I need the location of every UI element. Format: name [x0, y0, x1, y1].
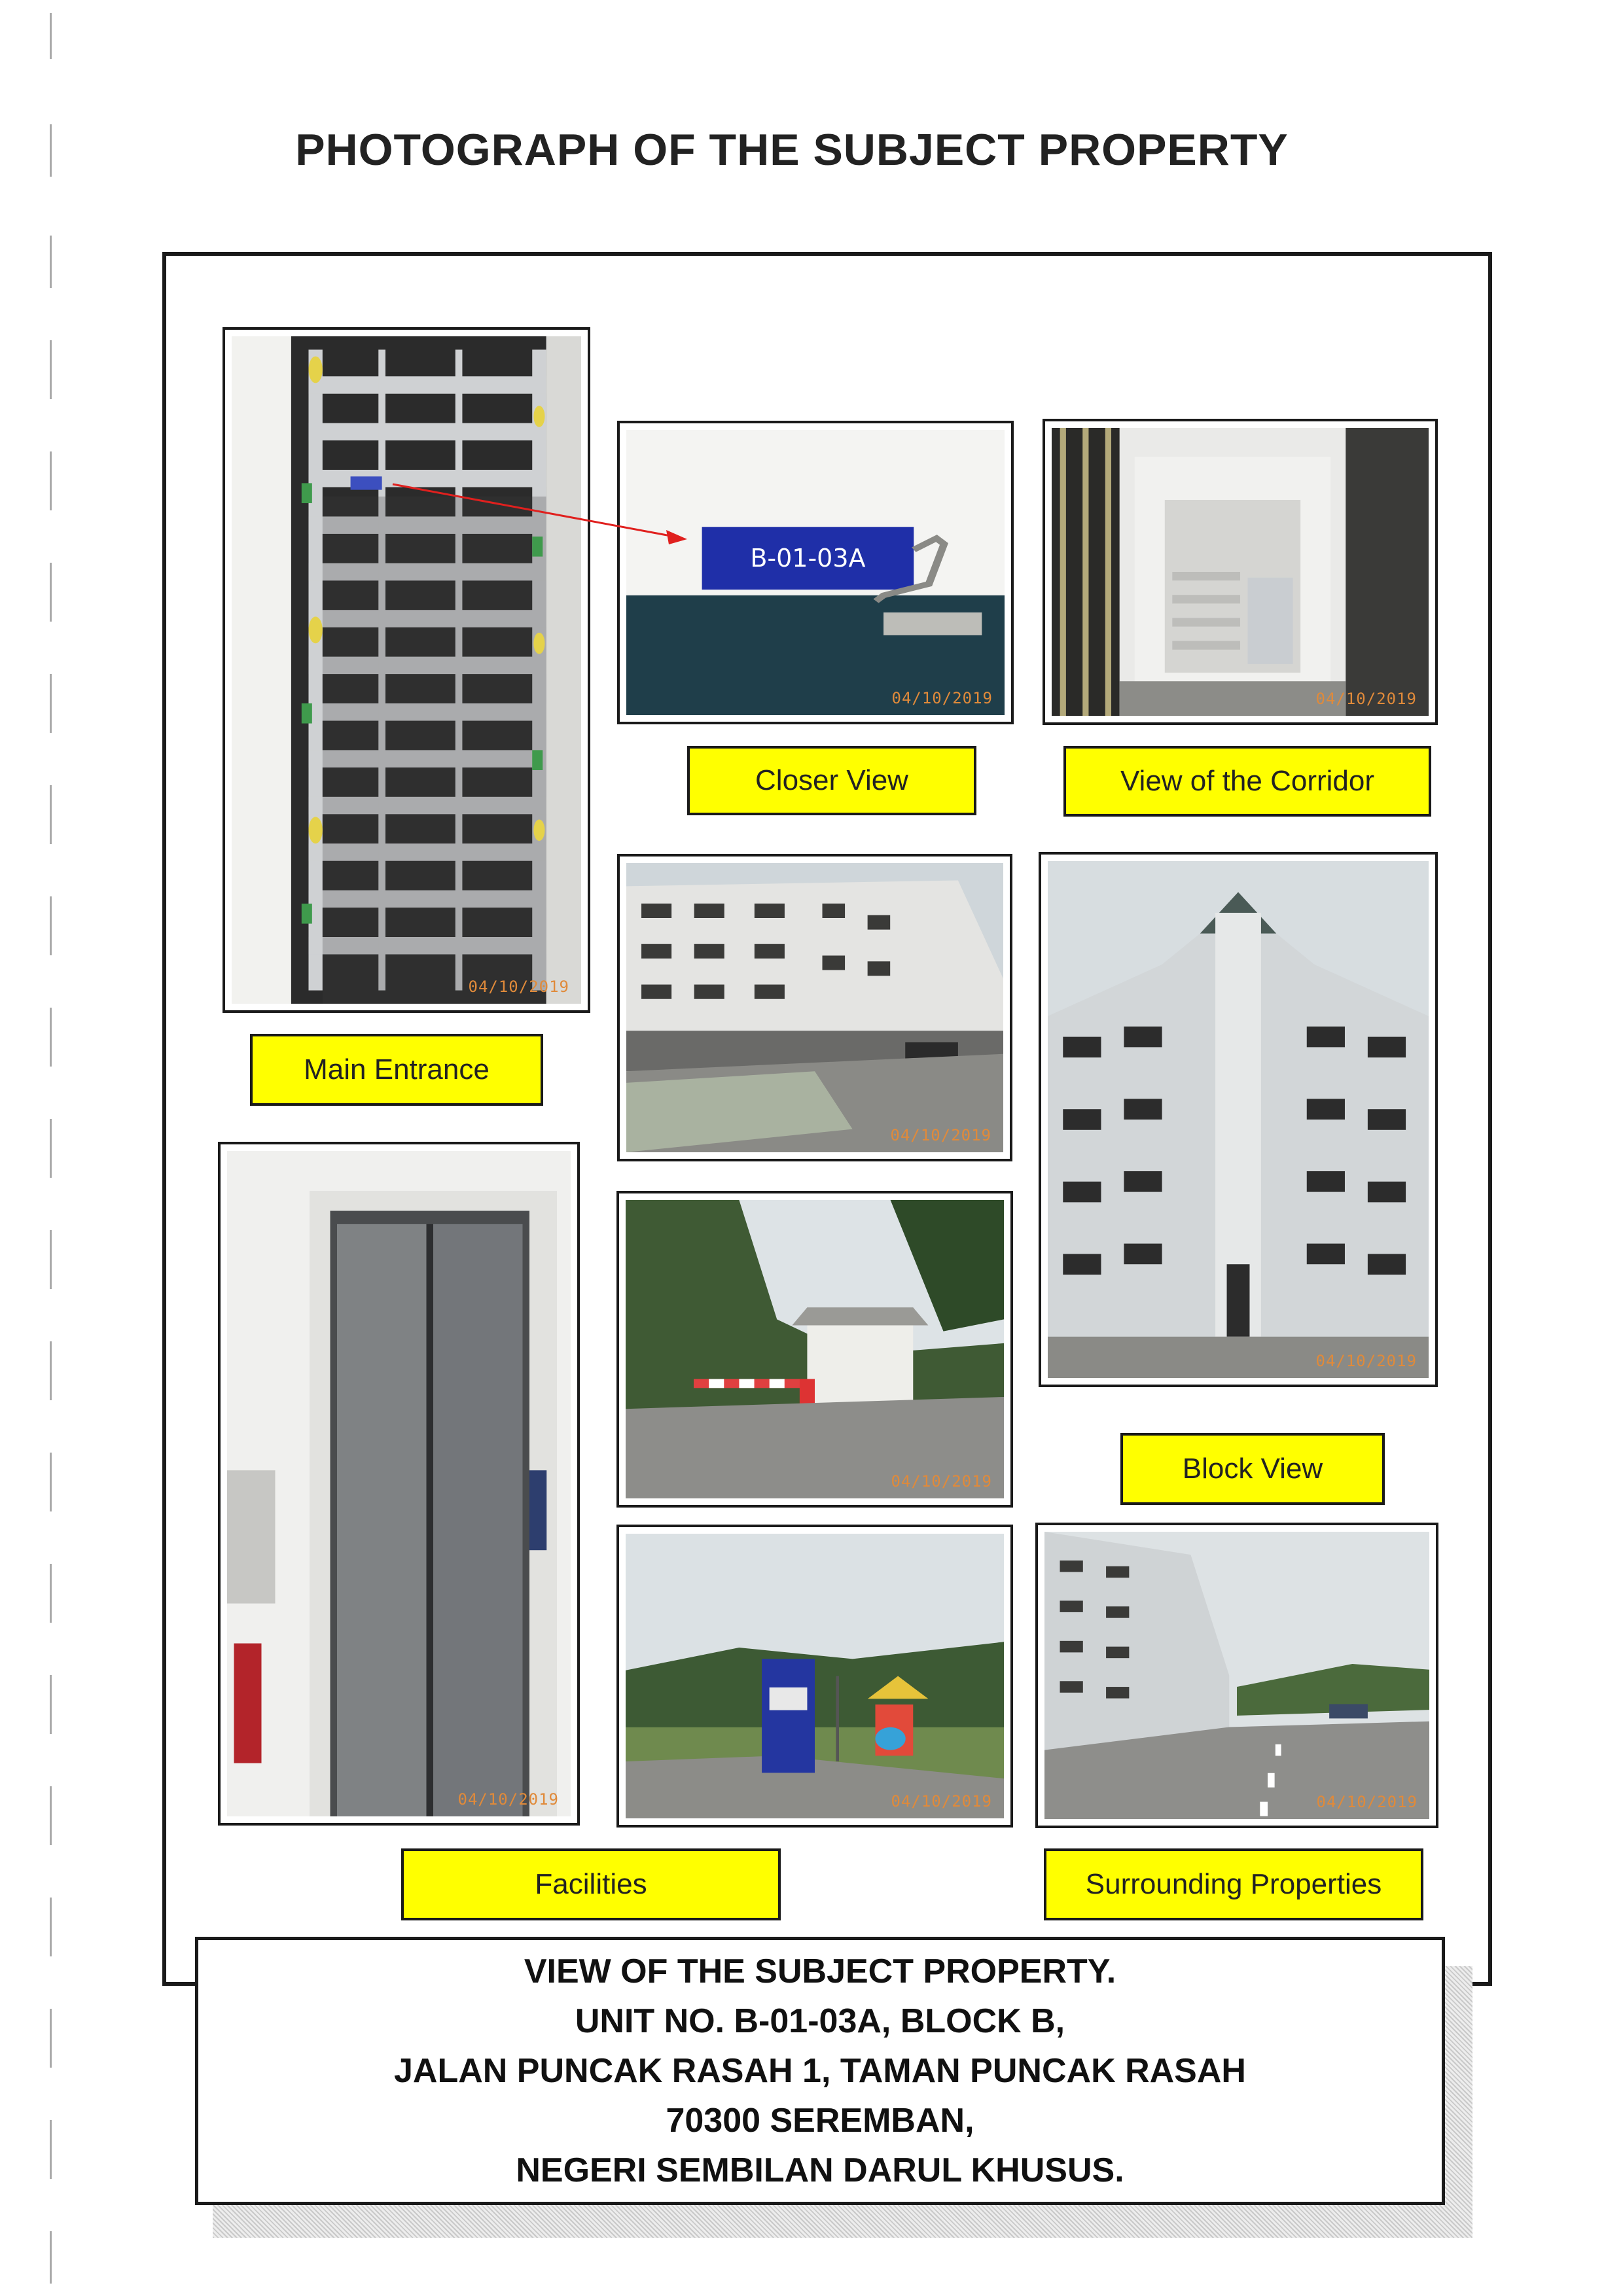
main-entrance-image: [232, 336, 581, 1004]
address-line-3: JALAN PUNCAK RASAH 1, TAMAN PUNCAK RASAH: [394, 2052, 1246, 2090]
address-line-5: NEGERI SEMBILAN DARUL KHUSUS.: [516, 2151, 1124, 2189]
caption-closer-view: Closer View: [687, 746, 976, 815]
photo-playground: [616, 1525, 1013, 1828]
timestamp: 04/10/2019: [891, 1792, 992, 1810]
parking-image: [626, 863, 1003, 1152]
page-title: PHOTOGRAPH OF THE SUBJECT PROPERTY: [295, 125, 1289, 175]
photo-guardhouse: [616, 1191, 1013, 1508]
photo-surrounding: [1035, 1523, 1438, 1828]
address-line-4: 70300 SEREMBAN,: [666, 2102, 974, 2140]
lift-image: [227, 1151, 571, 1816]
address-line-2: UNIT NO. B-01-03A, BLOCK B,: [575, 2002, 1065, 2040]
photo-corridor: [1043, 419, 1438, 725]
caption-main-entrance: Main Entrance: [250, 1034, 543, 1106]
photo-main-entrance: [223, 327, 590, 1013]
photo-lift: [218, 1142, 580, 1826]
caption-block-view: Block View: [1120, 1433, 1385, 1505]
timestamp: 04/10/2019: [468, 978, 569, 996]
block-view-image: [1048, 861, 1429, 1378]
photo-block-view: [1039, 852, 1438, 1387]
caption-corridor: View of the Corridor: [1063, 746, 1431, 817]
corridor-image: [1052, 428, 1429, 716]
address-line-1: VIEW OF THE SUBJECT PROPERTY.: [524, 1952, 1116, 1990]
caption-surrounding: Surrounding Properties: [1044, 1848, 1423, 1920]
unit-plate-text: B-01-03A: [750, 544, 866, 573]
timestamp: 04/10/2019: [1315, 690, 1417, 708]
timestamp: 04/10/2019: [1316, 1793, 1418, 1811]
photo-closer-view: [617, 421, 1014, 724]
timestamp: 04/10/2019: [890, 1126, 991, 1144]
timestamp: 04/10/2019: [891, 689, 993, 707]
timestamp: 04/10/2019: [891, 1472, 992, 1491]
caption-facilities: Facilities: [401, 1848, 781, 1920]
address-box: [195, 1937, 1445, 2205]
timestamp: 04/10/2019: [1315, 1352, 1417, 1370]
surrounding-image: [1044, 1532, 1429, 1819]
playground-image: [626, 1534, 1004, 1818]
timestamp: 04/10/2019: [457, 1790, 559, 1809]
photo-parking: [617, 854, 1012, 1161]
guardhouse-image: [626, 1200, 1004, 1498]
